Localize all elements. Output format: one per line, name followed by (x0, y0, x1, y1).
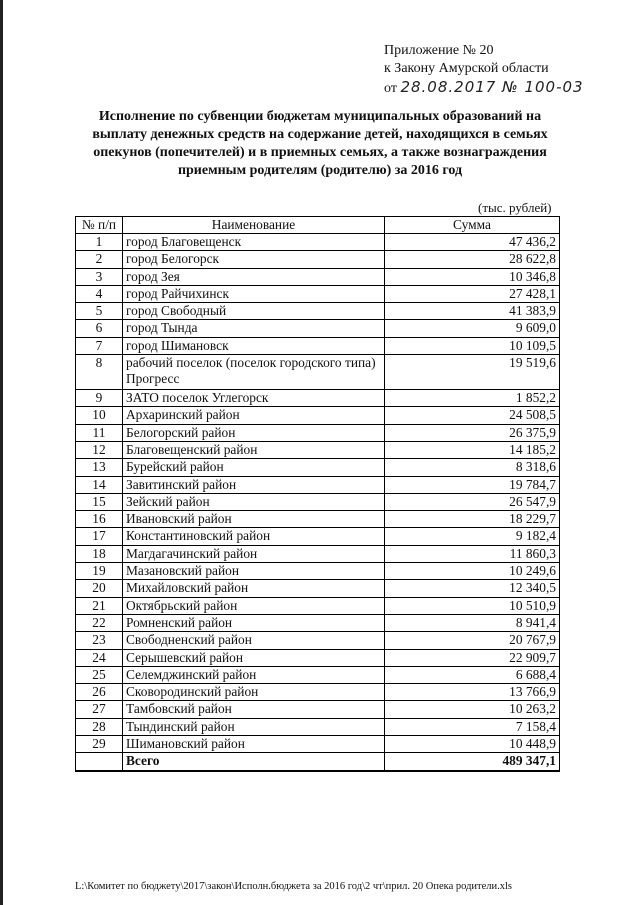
table-row (76, 511, 560, 528)
table-row (76, 528, 560, 545)
total-label: Всего (123, 753, 385, 771)
table-row (76, 718, 560, 735)
row-number: 9 (76, 390, 123, 407)
row-name: город Благовещенск (123, 234, 385, 251)
row-number: 23 (76, 632, 123, 649)
row-number: 7 (76, 337, 123, 354)
row-sum: 24 508,5 (385, 407, 560, 424)
table-row (76, 234, 560, 251)
row-number: 5 (76, 303, 123, 320)
table-row (76, 684, 560, 701)
row-sum: 10 448,9 (385, 736, 560, 753)
row-sum: 6 688,4 (385, 666, 560, 683)
table-row (76, 580, 560, 597)
table-row (76, 563, 560, 580)
row-name: Ромненский район (123, 614, 385, 631)
appendix-block (384, 42, 584, 98)
row-name: Серышевский район (123, 649, 385, 666)
row-sum: 20 767,9 (385, 632, 560, 649)
table-row (76, 337, 560, 354)
row-number: 16 (76, 511, 123, 528)
total-value: 489 347,1 (385, 753, 560, 771)
handwritten-date: 28.08.2017 № 100-03 (400, 78, 584, 96)
row-name: Зейский район (123, 493, 385, 510)
row-name: город Свободный (123, 303, 385, 320)
row-sum: 10 510,9 (385, 597, 560, 614)
row-name: Белогорский район (123, 424, 385, 441)
table-row (76, 424, 560, 441)
row-number: 17 (76, 528, 123, 545)
row-number: 2 (76, 251, 123, 268)
table-row (76, 649, 560, 666)
row-number: 11 (76, 424, 123, 441)
row-sum: 9 182,4 (385, 528, 560, 545)
row-name: Бурейский район (123, 459, 385, 476)
total-row (76, 753, 560, 771)
row-name: Михайловский район (123, 580, 385, 597)
document-title: Исполнение по субвенции бюджетам муниципальных образований на выплату денежных средств на содержание детей, находящихся в семьях опекунов (попечителей) и в приемных семьях, а также вознаграждения приемным родителям (родителю) за 2016 год (92, 109, 548, 178)
header-name: Наименование (123, 217, 385, 234)
row-name: Свободненский район (123, 632, 385, 649)
row-number: 3 (76, 268, 123, 285)
row-number: 4 (76, 285, 123, 302)
table-row (76, 390, 560, 407)
row-name: город Райчихинск (123, 285, 385, 302)
row-number: 26 (76, 684, 123, 701)
header-sum: Сумма (385, 217, 560, 234)
table-row (76, 545, 560, 562)
table-row (76, 355, 560, 390)
budget-table (75, 216, 560, 772)
table-row (76, 320, 560, 337)
row-name: Селемджинский район (123, 666, 385, 683)
row-name: Архаринский район (123, 407, 385, 424)
row-sum: 12 340,5 (385, 580, 560, 597)
table-row (76, 666, 560, 683)
row-sum: 14 185,2 (385, 441, 560, 458)
appendix-date (384, 78, 584, 98)
row-sum: 7 158,4 (385, 718, 560, 735)
row-name: Сковородинский район (123, 684, 385, 701)
row-sum: 8 318,6 (385, 459, 560, 476)
row-number: 21 (76, 597, 123, 614)
row-name: Завитинский район (123, 476, 385, 493)
row-number: 14 (76, 476, 123, 493)
table-row (76, 701, 560, 718)
table-row (76, 597, 560, 614)
row-sum: 10 346,8 (385, 268, 560, 285)
table-row (76, 614, 560, 631)
row-sum: 19 784,7 (385, 476, 560, 493)
row-sum: 28 622,8 (385, 251, 560, 268)
row-sum: 18 229,7 (385, 511, 560, 528)
row-number: 1 (76, 234, 123, 251)
row-number: 29 (76, 736, 123, 753)
scan-edge-left (0, 0, 3, 905)
row-sum: 22 909,7 (385, 649, 560, 666)
table-row (76, 493, 560, 510)
row-name: город Белогорск (123, 251, 385, 268)
date-prefix: от (384, 81, 397, 96)
header-number: № п/п (76, 217, 123, 234)
row-number: 22 (76, 614, 123, 631)
row-sum: 1 852,2 (385, 390, 560, 407)
row-name: Шимановский район (123, 736, 385, 753)
row-sum: 10 263,2 (385, 701, 560, 718)
row-number: 25 (76, 666, 123, 683)
row-name: ЗАТО поселок Углегорск (123, 390, 385, 407)
row-number: 6 (76, 320, 123, 337)
row-sum: 41 383,9 (385, 303, 560, 320)
row-sum: 11 860,3 (385, 545, 560, 562)
row-number: 28 (76, 718, 123, 735)
table-body (76, 234, 560, 753)
row-name: город Тында (123, 320, 385, 337)
row-sum: 26 547,9 (385, 493, 560, 510)
row-name: рабочий поселок (поселок городского типа) Прогресс (123, 355, 385, 390)
row-sum: 26 375,9 (385, 424, 560, 441)
table-row (76, 303, 560, 320)
table-row (76, 459, 560, 476)
table-row (76, 441, 560, 458)
row-name: Ивановский район (123, 511, 385, 528)
row-number: 13 (76, 459, 123, 476)
row-sum: 13 766,9 (385, 684, 560, 701)
table-row (76, 407, 560, 424)
row-sum: 19 519,6 (385, 355, 560, 390)
row-name: Октябрьский район (123, 597, 385, 614)
row-number: 27 (76, 701, 123, 718)
row-name: город Шимановск (123, 337, 385, 354)
file-path-footer: L:\Комитет по бюджету\2017\закон\Исполн.бюджета за 2016 год\2 чт\прил. 20 Опека родители.xls (75, 881, 513, 892)
row-number: 10 (76, 407, 123, 424)
row-number: 12 (76, 441, 123, 458)
row-number: 24 (76, 649, 123, 666)
units-label: (тыс. рублей) (478, 200, 552, 215)
row-name: Благовещенский район (123, 441, 385, 458)
appendix-number: Приложение № 20 (384, 43, 494, 58)
row-sum: 9 609,0 (385, 320, 560, 337)
row-name: Мазановский район (123, 563, 385, 580)
table-row (76, 251, 560, 268)
row-sum: 27 428,1 (385, 285, 560, 302)
table-row (76, 736, 560, 753)
row-number: 15 (76, 493, 123, 510)
row-number: 19 (76, 563, 123, 580)
row-sum: 47 436,2 (385, 234, 560, 251)
row-number: 18 (76, 545, 123, 562)
table-row (76, 268, 560, 285)
row-number: 8 (76, 355, 123, 390)
table-row (76, 476, 560, 493)
table-row (76, 632, 560, 649)
row-name: город Зея (123, 268, 385, 285)
row-name: Константиновский район (123, 528, 385, 545)
row-sum: 10 109,5 (385, 337, 560, 354)
row-name: Тамбовский район (123, 701, 385, 718)
row-sum: 10 249,6 (385, 563, 560, 580)
row-number: 20 (76, 580, 123, 597)
total-empty-cell (76, 753, 123, 771)
row-name: Тындинский район (123, 718, 385, 735)
row-name: Магдагачинский район (123, 545, 385, 562)
table-row (76, 285, 560, 302)
appendix-law: к Закону Амурской области (384, 61, 549, 76)
row-sum: 8 941,4 (385, 614, 560, 631)
